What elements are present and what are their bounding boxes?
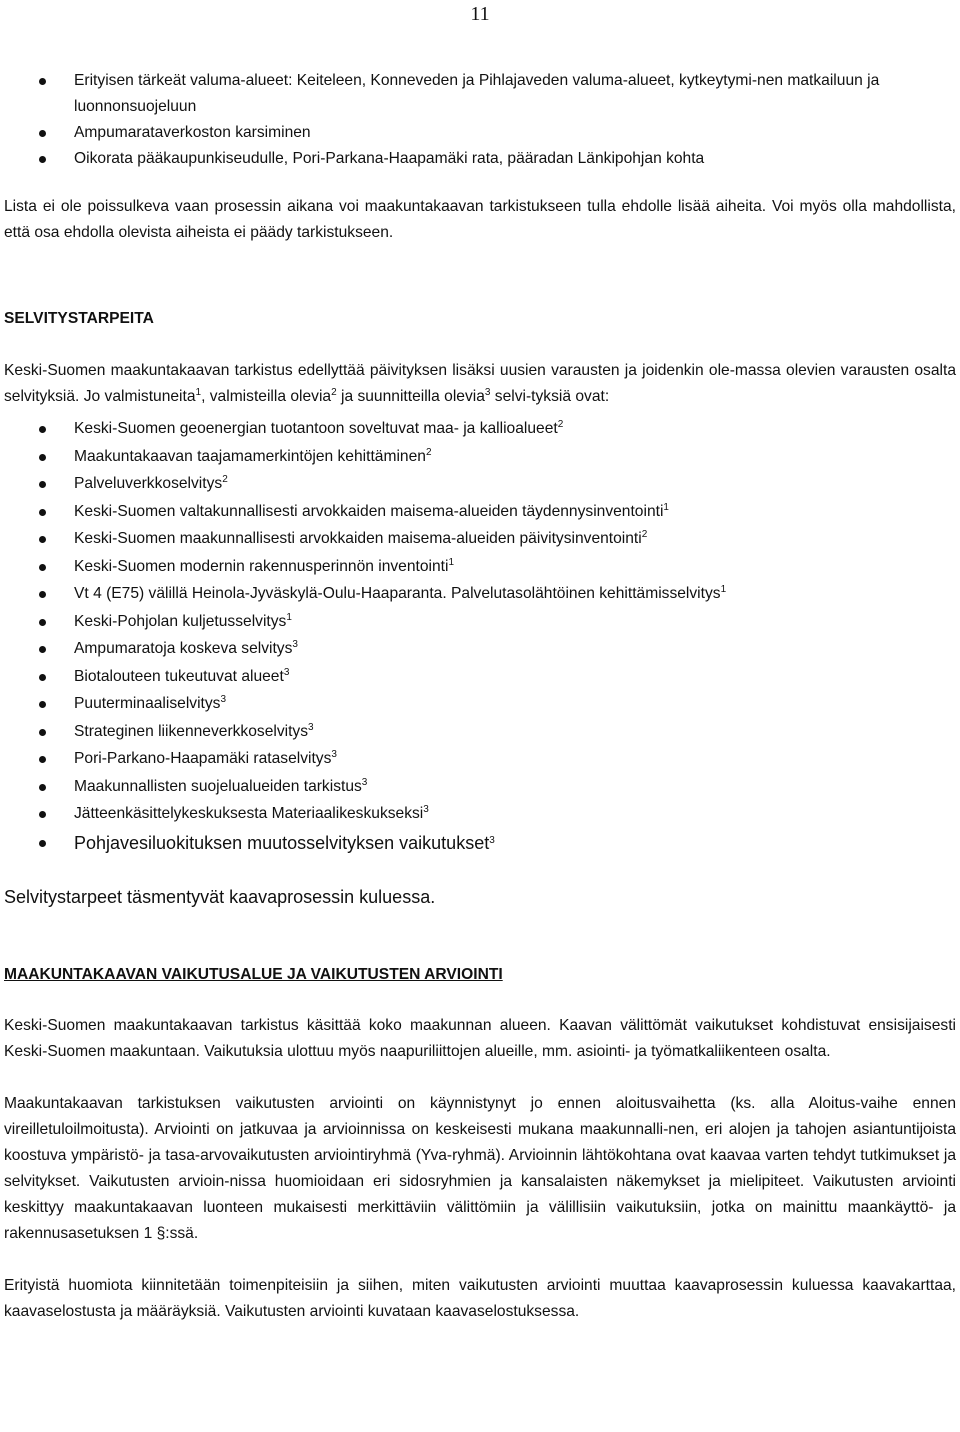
list-item: Pohjavesiluokituksen muutosselvityksen vaikutukset$^3$ bbox=[4, 828, 956, 858]
bullet-icon bbox=[39, 674, 46, 681]
list-item: Keski-Pohjolan kuljetusselvitys$^1$ bbox=[4, 608, 956, 636]
page-number: 11 bbox=[470, 3, 490, 25]
selvitys-list bbox=[4, 415, 956, 858]
vaikutusalue-paragraph-3: Erityistä huomiota kiinnitetään toimenpiteisiin ja siihen, miten vaikutusten arviointi muuttaa kaavaprosessin kuluessa kaavakarttaa, kaavaselostusta ja määräyksiä. Vaikutusten arviointi kuvataan kaavaselostuksessa. bbox=[4, 1276, 956, 1320]
bullet-icon bbox=[39, 536, 46, 543]
selvitys-intro-paragraph: Keski-Suomen maakuntakaavan tarkistus edellyttää päivityksen lisäksi uusien varausten ja joidenkin ole-massa olevien varausten osalta selvityksiä. Jo valmistuneita$^1$, valmisteilla olevia$^2$ ja suunnitteilla olevia$^3$ selvi-tyksiä ovat: bbox=[4, 362, 956, 405]
list-item: Keski-Suomen geoenergian tuotantoon soveltuvat maa- ja kallioalueet$^2$ bbox=[4, 415, 956, 443]
list-item: Oikorata pääkaupunkiseudulle, Pori-Parkana-Haapamäki rata, pääradan Länkipohjan kohta bbox=[4, 146, 956, 172]
list-item: Maakunnallisten suojelualueiden tarkistus$^3$ bbox=[4, 773, 956, 801]
bullet-icon bbox=[39, 78, 46, 85]
bullet-icon bbox=[39, 701, 46, 708]
list-item: Jätteenkäsittelykeskuksesta Materiaalikeskukseksi$^3$ bbox=[4, 800, 956, 828]
bullet-icon bbox=[39, 130, 46, 137]
list-item: Ampumarataverkoston karsiminen bbox=[4, 120, 956, 146]
list-item: Vt 4 (E75) välillä Heinola-Jyväskylä-Oulu-Haaparanta. Palvelutasolähtöinen kehittämisselvitys$^1$ bbox=[4, 580, 956, 608]
bullet-icon bbox=[39, 646, 46, 653]
bullet-icon bbox=[39, 619, 46, 626]
bullet-icon bbox=[39, 426, 46, 433]
list-item: Strateginen liikenneverkkoselvitys$^3$ bbox=[4, 718, 956, 746]
list-item: Keski-Suomen maakunnallisesti arvokkaiden maisema-alueiden päivitysinventointi$^2$ bbox=[4, 525, 956, 553]
bullet-icon bbox=[39, 729, 46, 736]
list-item: Keski-Suomen valtakunnallisesti arvokkaiden maisema-alueiden täydennysinventointi$^1$ bbox=[4, 498, 956, 526]
selvitys-closing: Selvitystarpeet täsmentyvät kaavaprosessin kuluessa. bbox=[4, 886, 436, 907]
bullet-icon bbox=[39, 840, 46, 847]
bullet-icon bbox=[39, 509, 46, 516]
bullet-icon bbox=[39, 454, 46, 461]
list-item: Pori-Parkano-Haapamäki rataselvitys$^3$ bbox=[4, 745, 956, 773]
section-heading-vaikutusalue: MAAKUNTAKAAVAN VAIKUTUSALUE JA VAIKUTUSTEN ARVIOINTI bbox=[4, 965, 503, 983]
bullet-icon bbox=[39, 591, 46, 598]
bullet-icon bbox=[39, 564, 46, 571]
list-item: Palveluverkkoselvitys$^2$ bbox=[4, 470, 956, 498]
bullet-icon bbox=[39, 756, 46, 763]
page-content bbox=[4, 68, 956, 1325]
list-item: Keski-Suomen modernin rakennusperinnön inventointi$^1$ bbox=[4, 553, 956, 581]
bullet-icon bbox=[39, 811, 46, 818]
bullet-icon bbox=[39, 784, 46, 791]
section-heading-selvitystarpeita: SELVITYSTARPEITA bbox=[4, 310, 154, 327]
list-item: Puuterminaaliselvitys$^3$ bbox=[4, 690, 956, 718]
bullet-icon bbox=[39, 481, 46, 488]
bullet-icon bbox=[39, 156, 46, 163]
list-item: Biotalouteen tukeutuvat alueet$^3$ bbox=[4, 663, 956, 691]
vaikutusalue-paragraph-1: Keski-Suomen maakuntakaavan tarkistus käsittää koko maakunnan alueen. Kaavan välittömät vaikutukset kohdistuvat ensisijaisesti Keski-Suomen maakuntaan. Vaikutuksia ulottuu myös naapuriliittojen alueille, mm. asiointi- ja työmatkaliikenteen osalta. bbox=[4, 1016, 956, 1060]
intro-paragraph: Lista ei ole poissulkeva vaan prosessin aikana voi maakuntakaavan tarkistukseen tulla ehdolle lisää aiheita. Voi myös olla mahdollista, että osa ehdolla olevista aiheista ei päädy tarkistukseen. bbox=[4, 198, 956, 241]
vaikutusalue-paragraph-2: Maakuntakaavan tarkistuksen vaikutusten arviointi on käynnistynyt jo ennen aloitusvaihetta (ks. alla Aloitus-vaihe ennen vireilletuloilmoitusta). Arviointi on jatkuvaa ja arvioinnissa on keskeisesti mukana maakunnalli-nen, eri alojen ja tahojen asiantuntijoista koostuva ympäristö- ja tasa-arvovaikutusten arviointiryhmä (Yva-ryhmä). Arvioinnin lähtökohtana ovat kaavaa varten tehdyt tutkimukset ja selvitykset. Vaikutusten arvioin-nissa huomioidaan eri sidosryhmien ja kansalaisten näkemykset ja mielipiteet. Vaikutusten arviointi keskittyy maakuntakaavan luonteen mukaisesti merkittäviin välittömiin ja välillisiin vaikutuksiin, jotka on mainittu maankäyttö- ja rakennusasetuksen 1 §:ssä. bbox=[4, 1094, 956, 1242]
list-item: Erityisen tärkeät valuma-alueet: Keiteleen, Konneveden ja Pihlajaveden valuma-alueet, kytkeytymi-nen matkailuun ja luonnonsuojeluun bbox=[4, 68, 956, 120]
topic-list bbox=[4, 68, 956, 172]
list-item: Ampumaratoja koskeva selvitys$^3$ bbox=[4, 635, 956, 663]
list-item: Maakuntakaavan taajamamerkintöjen kehittäminen$^2$ bbox=[4, 443, 956, 471]
